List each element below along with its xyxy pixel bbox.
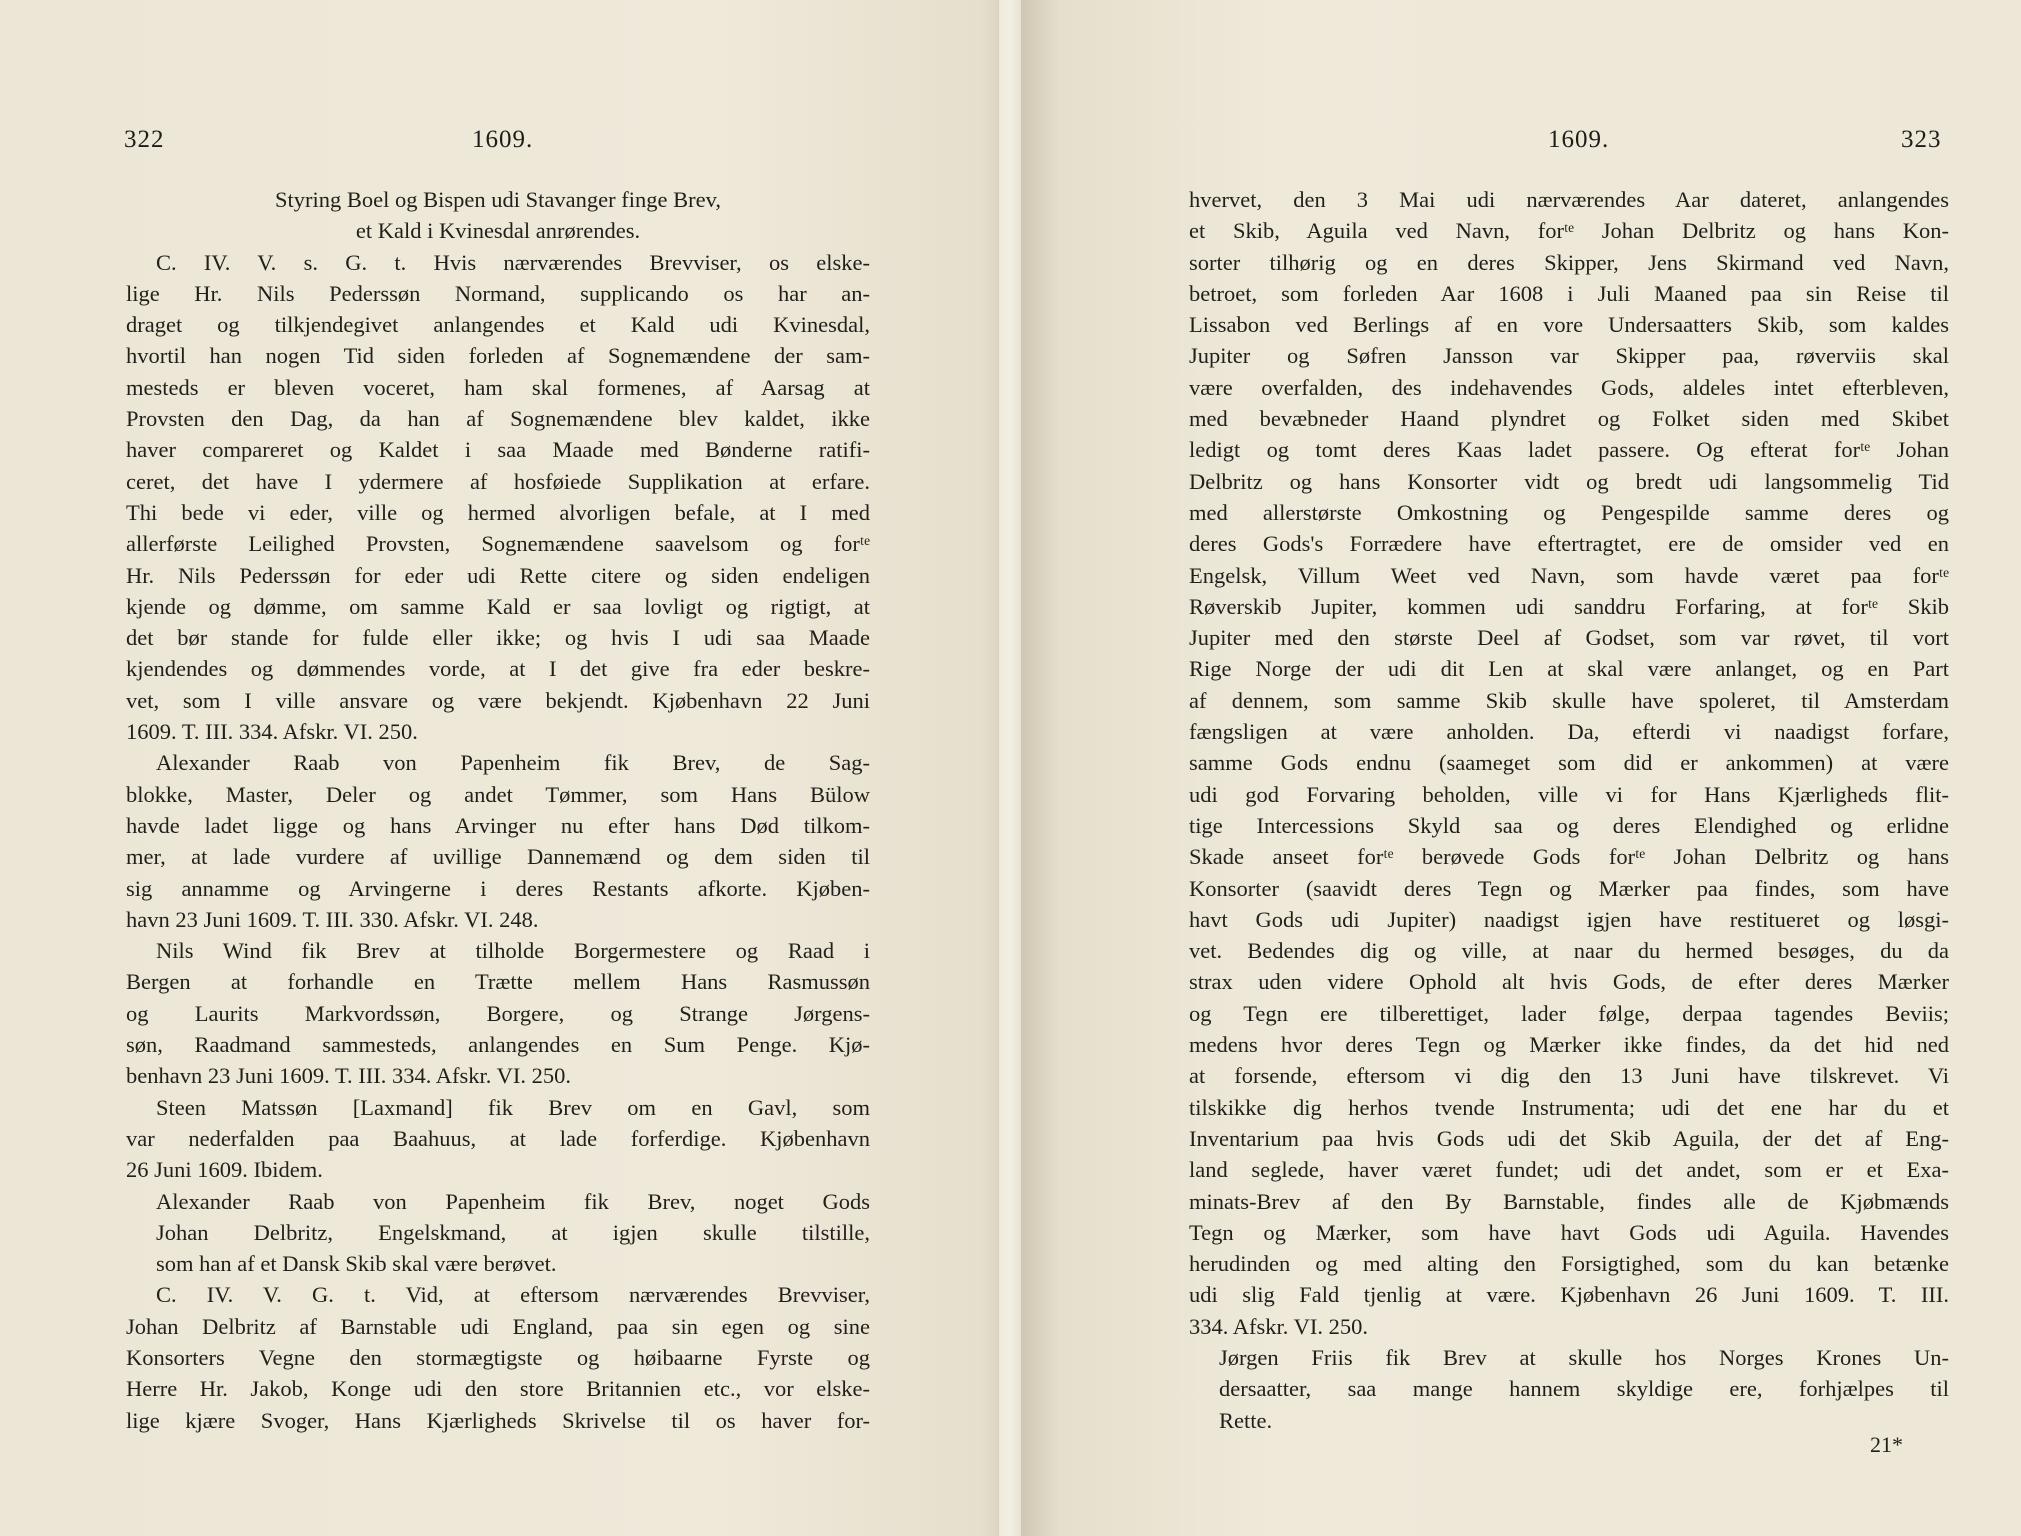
text-line: 26 Juni 1609. Ibidem. — [126, 1157, 323, 1183]
text-line: Lissabon ved Berlings af en vore Undersaatters Skib, som kaldes — [1189, 312, 1949, 338]
text-line: Rige Norge der udi dit Len at skal være anlanget, og en Part — [1189, 656, 1949, 682]
text-line: sorter tilhørig og en deres Skipper, Jens Skirmand ved Navn, — [1189, 249, 1949, 275]
text-line: dersaatter, saa mange hannem skyldige ere, forhjælpes til — [1219, 1376, 1949, 1402]
text-line: betroet, som forleden Aar 1608 i Juli Maaned paa sin Reise til — [1189, 280, 1949, 306]
text-line: Herre Hr. Jakob, Konge udi den store Britannien etc., vor elske- — [126, 1376, 870, 1402]
text-line: Steen Matssøn [Laxmand] fik Brev om en Gavl, som — [156, 1094, 870, 1120]
text-line: havt Gods udi Jupiter) naadigst igjen have restitueret og løsgi- — [1189, 906, 1949, 932]
text-line: Jupiter med den største Deel af Godset, som var røvet, til vort — [1189, 625, 1949, 651]
text-line: mer, at lade vurdere af uvillige Dannemænd og dem siden til — [126, 844, 870, 870]
text-line: C. IV. V. s. G. t. Hvis nærværendes Brevviser, os elske- — [156, 249, 870, 275]
text-line: det bør stande for fulde eller ikke; og hvis I udi saa Maade — [126, 625, 870, 651]
text-line: fængsligen at være anholden. Da, efterdi vi naadigst forfare, — [1189, 719, 1949, 745]
text-line: Røverskib Jupiter, kommen udi sanddru Forfaring, at forᵗᵉ Skib — [1189, 593, 1949, 619]
text-line: tilskikke dig herhos tvende Instrumenta; udi det ene har du et — [1189, 1094, 1949, 1120]
text-line: et Kald i Kvinesdal anrørendes. — [355, 218, 641, 244]
text-line: 334. Afskr. VI. 250. — [1189, 1313, 1368, 1339]
text-line: med allerstørste Omkostning og Pengespilde samme deres og — [1189, 499, 1949, 525]
text-line: Styring Boel og Bispen udi Stavanger finge Brev, — [275, 187, 721, 212]
text-line: lige kjære Svoger, Hans Kjærligheds Skrivelse til os haver for- — [126, 1407, 870, 1433]
text-line: land seglede, haver været fundet; udi det andet, som er et Exa- — [1189, 1157, 1949, 1183]
text-line: og Tegn ere tilberettiget, lader følge, derpaa tagendes Beviis; — [1189, 1000, 1949, 1026]
text-line: Delbritz og hans Konsorter vidt og bredt udi langsommelig Tid — [1189, 468, 1949, 494]
text-line: haver compareret og Kaldet i saa Maade med Bønderne ratifi- — [126, 437, 870, 463]
text-line: sig annamme og Arvingerne i deres Restants afkorte. Kjøben- — [126, 875, 870, 901]
page-number-right: 323 — [1901, 126, 1942, 153]
text-line: udi slig Fald tjenlig at være. Kjøbenhavn 26 Juni 1609. T. III. — [1189, 1282, 1949, 1308]
text-line: hvervet, den 3 Mai udi nærværendes Aar dateret, anlangendes — [1189, 187, 1949, 212]
text-line: mesteds er bleven voceret, ham skal formenes, af Aarsag at — [126, 374, 870, 400]
text-line: lige Hr. Nils Pederssøn Normand, supplicando os har an- — [126, 280, 870, 306]
page-number-left: 322 — [124, 126, 165, 153]
text-line: Hr. Nils Pederssøn for eder udi Rette citere og siden endeligen — [126, 562, 870, 588]
text-line: C. IV. V. G. t. Vid, at eftersom nærværendes Brevviser, — [156, 1282, 870, 1308]
text-line: hvortil han nogen Tid siden forleden af Sognemændene der sam- — [126, 343, 870, 369]
text-line: Konsorter (saavidt deres Tegn og Mærker paa findes, som have — [1189, 875, 1949, 901]
text-line: Skade anseet forᵗᵉ berøvede Gods forᵗᵉ Johan Delbritz og hans — [1189, 844, 1949, 870]
text-line: Jupiter og Søfren Jansson var Skipper paa, røverviis skal — [1189, 343, 1949, 369]
text-line: vet. Bedendes dig og ville, at naar du hermed besøges, du da — [1189, 938, 1949, 964]
text-line: være overfalden, des indehavendes Gods, aldeles intet efterbleven, — [1189, 374, 1949, 400]
text-line: Rette. — [1219, 1407, 1273, 1433]
text-line: Konsorters Vegne den stormægtigste og høibaarne Fyrste og — [126, 1344, 870, 1370]
text-line: søn, Raadmand sammesteds, anlangendes en Sum Penge. Kjø- — [126, 1032, 870, 1058]
text-line: minats-Brev af den By Barnstable, findes alle de Kjøbmænds — [1189, 1188, 1949, 1214]
text-line: samme Gods endnu (saameget som did er ankommen) at være — [1189, 750, 1949, 776]
text-line: allerførste Leilighed Provsten, Sognemændene saavelsom og forᵗᵉ — [126, 531, 870, 557]
text-line: Tegn og Mærker, som have havt Gods udi Aguila. Havendes — [1189, 1219, 1949, 1245]
text-line: Thi bede vi eder, ville og hermed alvorligen befale, at I med — [126, 499, 870, 525]
text-line: Alexander Raab von Papenheim fik Brev, de Sag- — [156, 750, 870, 776]
text-line: udi god Forvaring beholden, ville vi for Hans Kjærligheds flit- — [1189, 781, 1949, 807]
text-line: ceret, det have I ydermere af hosføiede Supplikation at erfare. — [126, 468, 870, 494]
text-line: med bevæbneder Haand plyndret og Folket siden med Skibet — [1189, 406, 1949, 432]
text-line: Inventarium paa hvis Gods udi det Skib Aguila, der det af Eng- — [1189, 1125, 1949, 1151]
running-head-right: 1609. — [1548, 126, 1610, 153]
text-line: Engelsk, Villum Weet ved Navn, som havde været paa forᵗᵉ — [1189, 562, 1949, 588]
running-head-left: 1609. — [472, 126, 534, 153]
text-line: 1609. T. III. 334. Afskr. VI. 250. — [126, 719, 418, 745]
text-line: Nils Wind fik Brev at tilholde Borgermestere og Raad i — [156, 938, 870, 964]
right-page — [1021, 0, 2021, 1536]
text-line: som han af et Dansk Skib skal være berøvet. — [156, 1251, 557, 1277]
text-line: et Skib, Aguila ved Navn, forᵗᵉ Johan Delbritz og hans Kon- — [1189, 218, 1949, 244]
gutter-edge — [998, 0, 1021, 1536]
text-line: medens hvor deres Tegn og Mærker ikke findes, da det hid ned — [1189, 1032, 1949, 1058]
text-line: at forsende, eftersom vi dig den 13 Juni have tilskrevet. Vi — [1189, 1063, 1949, 1089]
text-line: Johan Delbritz af Barnstable udi England, paa sin egen og sine — [126, 1313, 870, 1339]
text-line: havn 23 Juni 1609. T. III. 330. Afskr. VI. 248. — [126, 906, 539, 932]
text-line: Provsten den Dag, da han af Sognemændene blev kaldet, ikke — [126, 406, 870, 432]
text-line: ledigt og tomt deres Kaas ladet passere. Og efterat forᵗᵉ Johan — [1189, 437, 1949, 463]
text-line: Jørgen Friis fik Brev at skulle hos Norges Krones Un- — [1219, 1344, 1949, 1370]
text-line: og Laurits Markvordssøn, Borgere, og Strange Jørgens- — [126, 1000, 870, 1026]
text-line: kjende og dømme, om samme Kald er saa lovligt og rigtigt, at — [126, 593, 870, 619]
text-line: Bergen at forhandle en Trætte mellem Hans Rasmussøn — [126, 969, 870, 995]
text-line: var nederfalden paa Baahuus, at lade forferdige. Kjøbenhavn — [126, 1125, 870, 1151]
text-line: tige Intercessions Skyld saa og deres Elendighed og erlidne — [1189, 812, 1949, 838]
text-line: draget og tilkjendegivet anlangendes et Kald udi Kvinesdal, — [126, 312, 870, 338]
text-line: strax uden videre Ophold alt hvis Gods, de efter deres Mærker — [1189, 969, 1949, 995]
text-line: kjendendes og dømmendes vorde, at I det give fra eder beskre- — [126, 656, 870, 682]
text-line: blokke, Master, Deler og andet Tømmer, som Hans Bülow — [126, 781, 870, 807]
text-line: deres Gods's Forrædere have eftertragtet, ere de omsider ved en — [1189, 531, 1949, 557]
text-line: Johan Delbritz, Engelskmand, at igjen skulle tilstille, — [156, 1219, 870, 1245]
left-page-text — [126, 184, 870, 1436]
text-line: havde ladet ligge og hans Arvinger nu efter hans Død tilkom- — [126, 812, 870, 838]
text-line: af dennem, som samme Skib skulle have spoleret, til Amsterdam — [1189, 687, 1949, 713]
text-line: herudinden og med alting den Forsigtighed, som du kan betænke — [1189, 1251, 1949, 1277]
text-line: benhavn 23 Juni 1609. T. III. 334. Afskr. VI. 250. — [126, 1063, 571, 1089]
text-line: vet, som I ville ansvare og være bekjendt. Kjøbenhavn 22 Juni — [126, 687, 870, 713]
right-page-text — [1189, 184, 1949, 1436]
text-line: Alexander Raab von Papenheim fik Brev, noget Gods — [156, 1188, 870, 1214]
signature-mark: 21* — [1870, 1432, 1903, 1457]
